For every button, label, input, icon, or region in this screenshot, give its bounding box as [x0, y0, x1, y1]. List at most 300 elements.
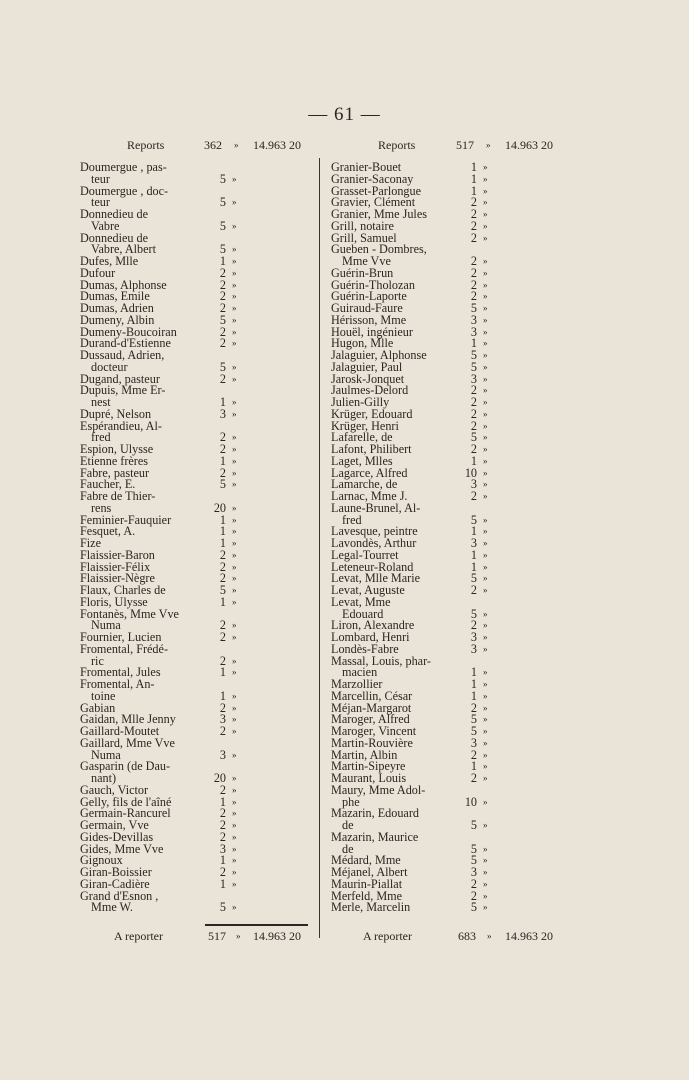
entry-quantity: 1	[219, 524, 226, 539]
entry-mark: »	[483, 467, 488, 478]
entry-mark: »	[232, 549, 237, 560]
entry-quantity: 1	[219, 794, 226, 809]
entry-name: Dugand, pasteur	[80, 371, 160, 386]
entry-quantity: 2	[219, 465, 226, 480]
entry-name: Grasset-Parlongue	[331, 183, 422, 198]
entry-name: nest	[91, 395, 111, 409]
entry-quantity: 1	[219, 395, 226, 409]
entry-quantity: 2	[219, 324, 226, 339]
left-footer-total: 14.963 20	[253, 929, 301, 943]
entry-quantity: 2	[470, 277, 477, 292]
entry-mark: »	[232, 773, 237, 783]
entry-mark: »	[232, 561, 237, 572]
list-item	[331, 829, 561, 844]
list-item	[80, 491, 310, 503]
entry-mark: »	[483, 820, 488, 830]
list-item	[80, 641, 310, 656]
entry-mark: »	[483, 338, 488, 349]
entry-mark: »	[232, 291, 237, 302]
entry-quantity: 1	[470, 759, 477, 774]
entry-quantity: 5	[219, 583, 226, 597]
entry-quantity: 1	[470, 665, 477, 680]
entry-quantity: 3	[470, 641, 477, 656]
entry-name: Marcellin, César	[331, 688, 413, 703]
entry-quantity: 3	[470, 477, 477, 492]
entry-name: Lavondès, Arthur	[331, 536, 417, 550]
entry-name: Londès-Fabre	[331, 641, 399, 656]
entry-name: fred	[342, 512, 362, 527]
entry-name: Donnedieu de	[80, 207, 149, 221]
entry-quantity: 1	[470, 524, 477, 539]
entry-quantity: 2	[219, 571, 226, 586]
entry-name: Jarosk-Jonquet	[331, 371, 405, 386]
entry-mark: »	[483, 690, 488, 701]
entry-quantity: 2	[219, 547, 226, 562]
entry-quantity: 10	[464, 794, 477, 809]
entry-mark: »	[483, 350, 488, 360]
entry-mark: »	[483, 573, 488, 584]
entry-name: Lafont, Philibert	[331, 442, 412, 456]
entry-mark: »	[232, 397, 237, 407]
list-item	[331, 808, 561, 820]
entry-name: Maroger, Vincent	[331, 724, 417, 738]
entry-name: Faucher, E.	[80, 477, 136, 492]
entry-mark: »	[232, 338, 237, 349]
entry-quantity: 3	[470, 371, 477, 386]
entry-mark: »	[483, 526, 488, 537]
entry-name: Gelly, fils de l'aîné	[80, 794, 172, 809]
entry-mark: »	[232, 467, 237, 478]
entry-quantity: 2	[470, 195, 477, 210]
entry-name: Flaissier-Félix	[80, 559, 151, 574]
entry-name: Guérin-Brun	[331, 265, 394, 280]
entry-name: Houël, ingénieur	[331, 324, 413, 339]
entry-quantity: 5	[470, 301, 477, 315]
entry-name: nant)	[91, 771, 117, 785]
entry-name: Gauch, Victor	[80, 782, 149, 797]
entry-name: Floris, Ulysse	[80, 594, 148, 609]
entry-mark: »	[483, 667, 488, 678]
list-item	[80, 183, 310, 198]
entry-name: Fize	[80, 536, 101, 550]
entry-name: Edouard	[342, 606, 384, 621]
entry-mark: »	[483, 761, 488, 772]
entry-name: Mme Vve	[342, 254, 391, 268]
entry-name: Vabre, Albert	[91, 242, 156, 257]
left-header-qty: 362	[204, 138, 222, 152]
right-footer-rule	[331, 924, 561, 925]
entry-name: Marzollier	[331, 677, 383, 691]
entry-name: Mazarin, Edouard	[331, 806, 419, 821]
right-header-total: 14.963 20	[505, 138, 553, 152]
entry-quantity: 5	[219, 477, 226, 492]
entry-mark: »	[483, 902, 488, 913]
entry-mark: »	[232, 796, 237, 807]
entry-mark: »	[232, 831, 237, 842]
entry-quantity: 2	[470, 583, 477, 597]
entry-name: Giran-Boissier	[80, 865, 152, 879]
entry-mark: »	[232, 714, 237, 725]
entry-quantity: 3	[219, 406, 226, 421]
entry-mark: »	[483, 279, 488, 290]
right-header-qty: 517	[456, 138, 474, 152]
entry-mark: »	[232, 655, 237, 666]
entry-name: Fromental, Jules	[80, 665, 161, 680]
entry-name: Mazarin, Maurice	[331, 829, 419, 844]
entry-name: toine	[91, 688, 116, 703]
entry-mark: »	[232, 256, 237, 266]
entry-quantity: 5	[219, 195, 226, 210]
entry-name: Germain, Vve	[80, 818, 149, 832]
entry-mark: »	[483, 197, 488, 208]
entry-name: Gignoux	[80, 853, 123, 868]
entry-name: Fournier, Lucien	[80, 630, 162, 644]
left-footer-rule	[205, 924, 308, 926]
entry-name: Levat, Mlle Marie	[331, 571, 421, 586]
entry-mark: »	[483, 444, 488, 454]
entry-mark: »	[232, 843, 237, 854]
entry-name: Dupré, Nelson	[80, 406, 152, 421]
entry-name: Espérandieu, Al-	[80, 418, 162, 433]
entry-mark: »	[232, 726, 237, 736]
entry-name: Massal, Louis, phar-	[331, 653, 431, 668]
entry-quantity: 2	[219, 430, 226, 445]
entry-name: fred	[91, 430, 111, 445]
entry-name: Guiraud-Faure	[331, 301, 403, 315]
entry-name: Fesquet, A.	[80, 524, 136, 539]
entry-mark: »	[232, 502, 237, 513]
entry-name: Fabre de Thier-	[80, 489, 156, 503]
entry-mark: »	[232, 244, 237, 255]
entry-quantity: 5	[219, 359, 226, 374]
entry-name: Leteneur-Roland	[331, 559, 414, 574]
entry-quantity: 2	[219, 700, 226, 715]
entry-mark: »	[232, 455, 237, 466]
entry-mark: »	[483, 878, 488, 889]
entry-quantity: 2	[470, 289, 477, 304]
entry-mark: »	[483, 867, 488, 877]
entry-name: Flaux, Charles de	[80, 583, 166, 597]
entry-quantity: 2	[219, 782, 226, 797]
left-header-total: 14.963 20	[253, 138, 301, 152]
entry-mark: »	[483, 561, 488, 572]
entry-name: Merfeld, Mme	[331, 888, 403, 903]
right-footer-label: A reporter	[363, 929, 412, 943]
entry-name: Krüger, Edouard	[331, 406, 413, 421]
entry-mark: »	[483, 679, 488, 689]
entry-mark: »	[483, 549, 488, 560]
entry-mark: »	[483, 855, 488, 866]
entry-mark: »	[483, 326, 488, 337]
entry-name: Jaulmes-Delord	[331, 383, 409, 398]
entry-quantity: 1	[470, 160, 477, 174]
entry-quantity: 5	[470, 841, 477, 856]
entry-quantity: 10	[464, 465, 477, 480]
entry-quantity: 1	[470, 688, 477, 703]
entry-name: Fabre, pasteur	[80, 465, 150, 480]
entry-name: Gravier, Clément	[331, 195, 416, 210]
entry-mark: »	[483, 397, 488, 407]
entry-mark: »	[483, 173, 488, 184]
entry-name: teur	[91, 195, 110, 210]
entry-name: Feminier-Fauquier	[80, 512, 172, 527]
entry-mark: »	[232, 702, 237, 713]
entry-mark: »	[483, 620, 488, 631]
entry-mark: »	[483, 843, 488, 854]
entry-quantity: 2	[470, 207, 477, 221]
entry-mark: »	[232, 538, 237, 548]
entry-mark: »	[232, 902, 237, 913]
entry-quantity: 5	[470, 606, 477, 621]
entry-quantity: 1	[470, 336, 477, 351]
entry-mark: »	[483, 714, 488, 725]
entry-quantity: 2	[219, 289, 226, 304]
entry-name: Fromental, An-	[80, 677, 155, 691]
entry-name: Grill, Samuel	[331, 230, 397, 245]
entry-quantity: 1	[470, 171, 477, 186]
entry-mark: »	[232, 526, 237, 537]
entry-name: Flaissier-Nègre	[80, 571, 155, 586]
entry-name: Durand-d'Estienne	[80, 336, 171, 351]
entry-quantity: 2	[470, 418, 477, 433]
entry-mark: »	[483, 455, 488, 466]
entry-name: Legal-Tourret	[331, 547, 399, 562]
entry-name: Maurant, Louis	[331, 771, 407, 785]
right-header-label: Reports	[378, 138, 416, 152]
entry-name: Grill, notaire	[331, 218, 394, 233]
entry-mark: »	[483, 585, 488, 595]
entry-mark: »	[232, 620, 237, 631]
entry-quantity: 2	[219, 301, 226, 315]
entry-quantity: 2	[470, 265, 477, 280]
entry-mark: »	[483, 749, 488, 760]
entry-mark: »	[483, 890, 488, 901]
entry-quantity: 2	[219, 371, 226, 386]
entry-name: Lafarelle, de	[331, 430, 393, 445]
entry-mark: »	[232, 197, 237, 208]
entry-mark: »	[483, 209, 488, 219]
entry-quantity: 2	[470, 218, 477, 233]
entry-mark: »	[232, 432, 237, 443]
entry-name: Martin-Rouvière	[331, 735, 413, 750]
entry-quantity: 2	[470, 406, 477, 421]
entry-quantity: 5	[470, 359, 477, 374]
left-footer-label: A reporter	[114, 929, 163, 943]
entry-name: de	[342, 841, 354, 856]
list-item	[331, 782, 561, 797]
list-item	[80, 162, 310, 174]
right-entry-list	[331, 162, 561, 914]
entry-name: Hugon, Mlle	[331, 336, 394, 351]
entry-mark: »	[483, 220, 488, 231]
entry-mark: »	[232, 690, 237, 701]
entry-mark: »	[483, 385, 488, 396]
entry-mark: »	[483, 796, 488, 807]
entry-quantity: 2	[219, 653, 226, 668]
entry-mark: »	[483, 538, 488, 548]
column-divider	[319, 158, 320, 938]
entry-quantity: 5	[470, 724, 477, 738]
entry-name: Martin, Albin	[331, 747, 398, 762]
entry-name: Lavesque, peintre	[331, 524, 418, 539]
entry-name: Jalaguier, Alphonse	[331, 348, 427, 362]
entry-name: Lagarce, Alfred	[331, 465, 408, 480]
entry-mark: »	[483, 373, 488, 384]
entry-name: teur	[91, 171, 110, 186]
entry-name: ric	[91, 653, 104, 668]
entry-quantity: 2	[470, 876, 477, 891]
entry-name: Laune-Brunel, Al-	[331, 500, 421, 515]
entry-mark: »	[232, 373, 237, 384]
entry-quantity: 5	[470, 348, 477, 362]
entry-name: Julien-Gilly	[331, 395, 390, 409]
entry-quantity: 1	[219, 453, 226, 468]
entry-name: rens	[91, 500, 112, 515]
left-entry-list	[80, 162, 310, 914]
left-footer-qty: 517	[208, 929, 226, 943]
entry-mark: »	[232, 479, 237, 490]
entry-mark: »	[483, 479, 488, 490]
entry-mark: »	[232, 808, 237, 819]
entry-quantity: 2	[470, 888, 477, 903]
entry-name: Vabre	[91, 218, 120, 233]
entry-name: de	[342, 818, 354, 832]
entry-name: Gaidan, Mlle Jenny	[80, 712, 176, 727]
entry-name: Guérin-Tholozan	[331, 277, 415, 292]
entry-mark: »	[483, 291, 488, 302]
entry-quantity: 5	[219, 900, 226, 915]
list-item	[80, 902, 310, 914]
entry-quantity: 20	[213, 500, 226, 515]
entry-quantity: 5	[470, 712, 477, 727]
entry-name: Gides-Devillas	[80, 829, 154, 844]
entry-mark: »	[232, 596, 237, 607]
entry-name: Giran-Cadière	[80, 876, 150, 891]
entry-name: Gueben - Dombres,	[331, 242, 427, 257]
entry-name: Dupuis, Mme Er-	[80, 383, 166, 398]
entry-quantity: 2	[470, 383, 477, 398]
entry-quantity: 2	[470, 230, 477, 245]
entry-mark: »	[232, 361, 237, 372]
entry-mark: »	[483, 256, 488, 266]
entry-quantity: 3	[470, 312, 477, 327]
entry-quantity: 1	[219, 876, 226, 891]
entry-name: Doumergue , doc-	[80, 183, 169, 198]
entry-quantity: 5	[470, 430, 477, 445]
entry-quantity: 1	[470, 559, 477, 574]
entry-mark: »	[483, 608, 488, 619]
entry-mark: »	[483, 361, 488, 372]
entry-name: Guérin-Laporte	[331, 289, 407, 304]
entry-name: Levat, Mme	[331, 594, 391, 609]
entry-mark: »	[232, 173, 237, 184]
entry-mark: »	[483, 702, 488, 713]
list-item	[331, 500, 561, 515]
entry-mark: »	[232, 667, 237, 678]
left-footer-mark: »	[236, 931, 241, 941]
entry-quantity: 5	[219, 312, 226, 327]
entry-name: Levat, Auguste	[331, 583, 405, 597]
entry-name: Médard, Mme	[331, 853, 401, 868]
entry-quantity: 2	[470, 489, 477, 503]
entry-mark: »	[483, 737, 488, 748]
list-item	[80, 526, 310, 538]
entry-name: Grand d'Esnon ,	[80, 888, 159, 903]
entry-quantity: 2	[219, 829, 226, 844]
entry-name: Dumas, Emile	[80, 289, 150, 304]
left-header-label: Reports	[127, 138, 165, 152]
entry-name: Dufes, Mlle	[80, 254, 139, 268]
entry-quantity: 2	[219, 806, 226, 821]
entry-name: Germain-Rancurel	[80, 806, 171, 821]
left-header-mark: »	[234, 140, 239, 150]
entry-quantity: 2	[470, 395, 477, 409]
entry-mark: »	[483, 314, 488, 325]
entry-mark: »	[483, 408, 488, 419]
entry-mark: »	[483, 773, 488, 783]
entry-name: Gaillard-Moutet	[80, 724, 160, 738]
entry-quantity: 3	[470, 324, 477, 339]
entry-mark: »	[232, 867, 237, 877]
entry-quantity: 1	[219, 254, 226, 268]
entry-quantity: 3	[219, 747, 226, 762]
entry-name: Laget, Mlles	[331, 453, 393, 468]
entry-name: phe	[342, 794, 360, 809]
entry-name: Granier-Bouet	[331, 160, 402, 174]
entry-mark: »	[483, 162, 488, 172]
entry-quantity: 2	[219, 724, 226, 738]
entry-quantity: 2	[470, 771, 477, 785]
entry-name: Fromental, Frédé-	[80, 641, 168, 656]
entry-mark: »	[232, 267, 237, 278]
entry-name: Dussaud, Adrien,	[80, 348, 165, 362]
entry-mark: »	[232, 749, 237, 760]
entry-quantity: 2	[470, 700, 477, 715]
entry-quantity: 1	[470, 453, 477, 468]
entry-quantity: 1	[219, 688, 226, 703]
entry-mark: »	[483, 514, 488, 525]
entry-name: Lamarche, de	[331, 477, 398, 492]
right-footer-mark: »	[487, 931, 492, 941]
entry-quantity: 3	[470, 735, 477, 750]
entry-name: docteur	[91, 359, 128, 374]
entry-name: Larnac, Mme J.	[331, 489, 408, 503]
entry-name: Gides, Mme Vve	[80, 841, 164, 856]
entry-mark: »	[232, 314, 237, 325]
entry-mark: »	[232, 855, 237, 866]
entry-quantity: 2	[470, 618, 477, 633]
entry-name: Gabian	[80, 700, 116, 715]
entry-name: Dufour	[80, 265, 116, 280]
entry-quantity: 2	[219, 618, 226, 633]
entry-mark: »	[232, 573, 237, 584]
entry-name: Fontanès, Mme Vve	[80, 606, 179, 621]
entry-name: Granier, Mme Jules	[331, 207, 427, 221]
entry-quantity: 5	[470, 512, 477, 527]
entry-mark: »	[232, 514, 237, 525]
entry-quantity: 2	[219, 442, 226, 456]
entry-quantity: 2	[219, 865, 226, 879]
entry-quantity: 2	[470, 254, 477, 268]
entry-mark: »	[232, 820, 237, 830]
entry-quantity: 3	[219, 712, 226, 727]
entry-quantity: 3	[470, 865, 477, 879]
entry-quantity: 1	[219, 512, 226, 527]
entry-quantity: 2	[219, 265, 226, 280]
entry-mark: »	[483, 267, 488, 278]
entry-quantity: 1	[219, 853, 226, 868]
entry-quantity: 2	[470, 442, 477, 456]
